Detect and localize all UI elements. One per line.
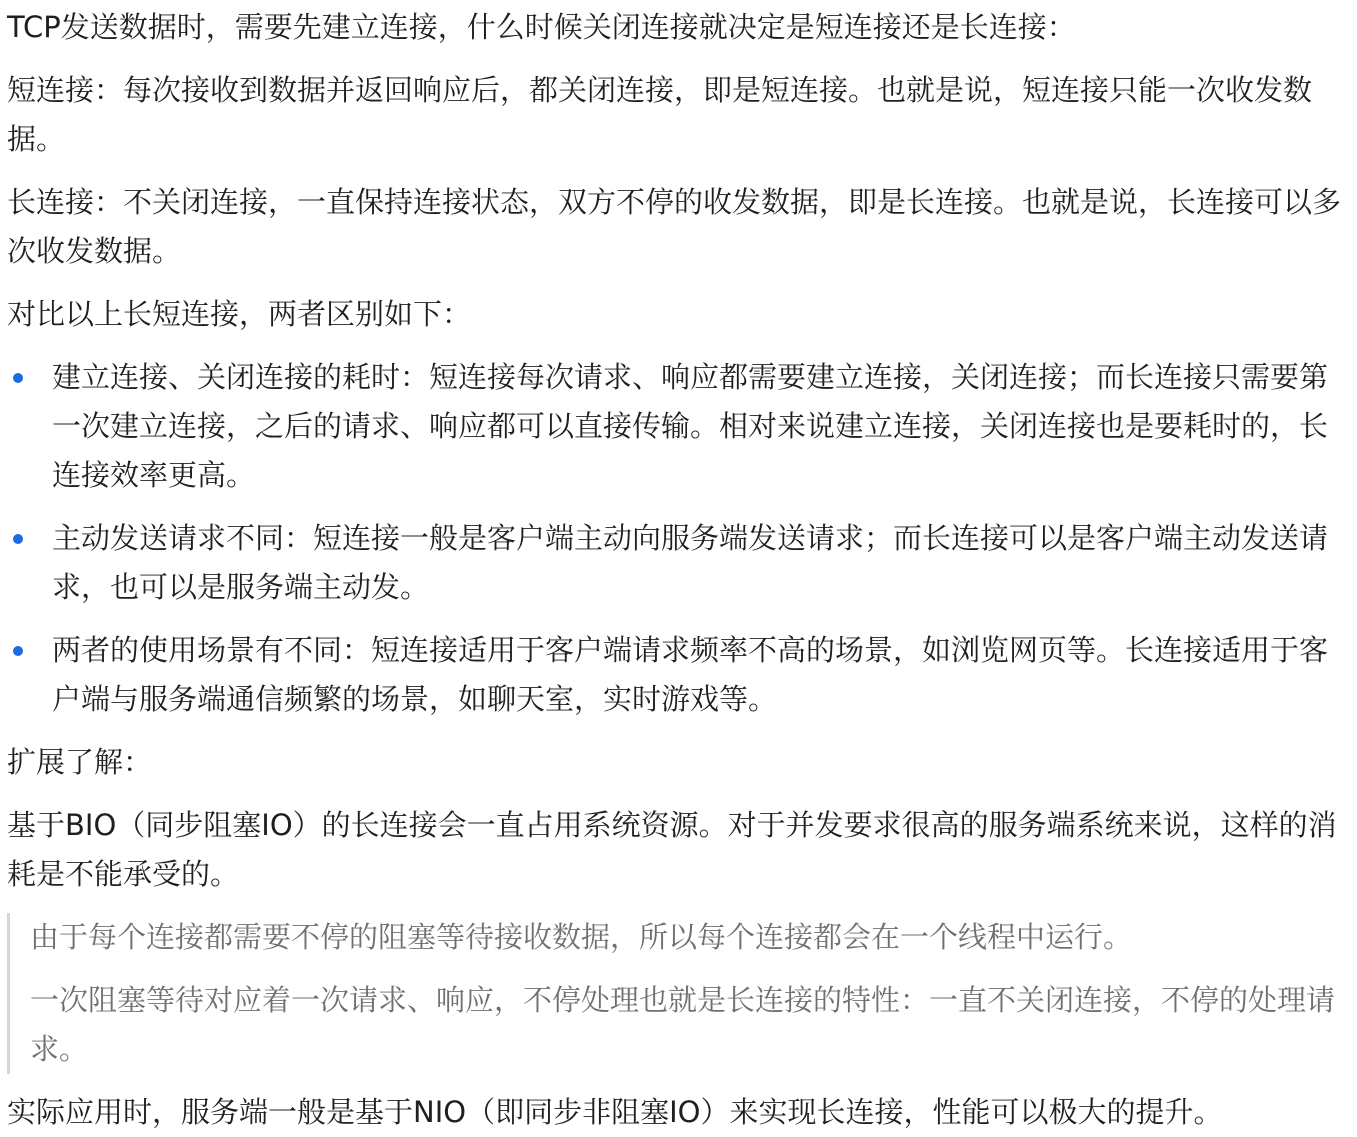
bullet-icon	[13, 373, 23, 383]
list-item	[7, 626, 1349, 724]
list-item	[7, 353, 1349, 500]
intro-paragraph: TCP发送数据时，需要先建立连接，什么时候关闭连接就决定是短连接还是长连接：	[7, 10, 1076, 44]
long-connection-paragraph: 长连接：不关闭连接，一直保持连接状态，双方不停的收发数据，即是长连接。也就是说，长连接可以多次收发数据。	[7, 185, 1342, 268]
nio-paragraph: 实际应用时，服务端一般是基于NIO（即同步非阻塞IO）来实现长连接，性能可以极大的提升。	[7, 1095, 1223, 1129]
list-item-text: 主动发送请求不同：短连接一般是客户端主动向服务端发送请求；而长连接可以是客户端主动发送请求，也可以是服务端主动发。	[52, 521, 1329, 604]
list-item	[7, 514, 1349, 612]
comparison-intro-paragraph: 对比以上长短连接，两者区别如下：	[7, 297, 472, 331]
comparison-list	[7, 353, 1349, 724]
extend-heading: 扩展了解：	[7, 745, 153, 779]
blockquote-bar	[7, 913, 10, 1074]
quote-paragraph: 由于每个连接都需要不停的阻塞等待接收数据，所以每个连接都会在一个线程中运行。	[30, 920, 1133, 954]
bio-paragraph: 基于BIO（同步阻塞IO）的长连接会一直占用系统资源。对于并发要求很高的服务端系统来说，这样的消耗是不能承受的。	[7, 808, 1337, 891]
bullet-icon	[13, 646, 23, 656]
list-item-text: 两者的使用场景有不同：短连接适用于客户端请求频率不高的场景，如浏览网页等。长连接适用于客户端与服务端通信频繁的场景，如聊天室，实时游戏等。	[52, 633, 1329, 716]
short-connection-paragraph: 短连接：每次接收到数据并返回响应后，都关闭连接，即是短连接。也就是说，短连接只能一次收发数据。	[7, 73, 1313, 156]
bullet-icon	[13, 534, 23, 544]
quote-paragraph: 一次阻塞等待对应着一次请求、响应，不停处理也就是长连接的特性：一直不关闭连接，不停的处理请求。	[30, 983, 1336, 1066]
list-item-text: 建立连接、关闭连接的耗时：短连接每次请求、响应都需要建立连接，关闭连接；而长连接只需要第一次建立连接，之后的请求、响应都可以直接传输。相对来说建立连接，关闭连接也是要耗时的，长连接效率更高。	[52, 360, 1329, 492]
blockquote	[7, 913, 1349, 1074]
